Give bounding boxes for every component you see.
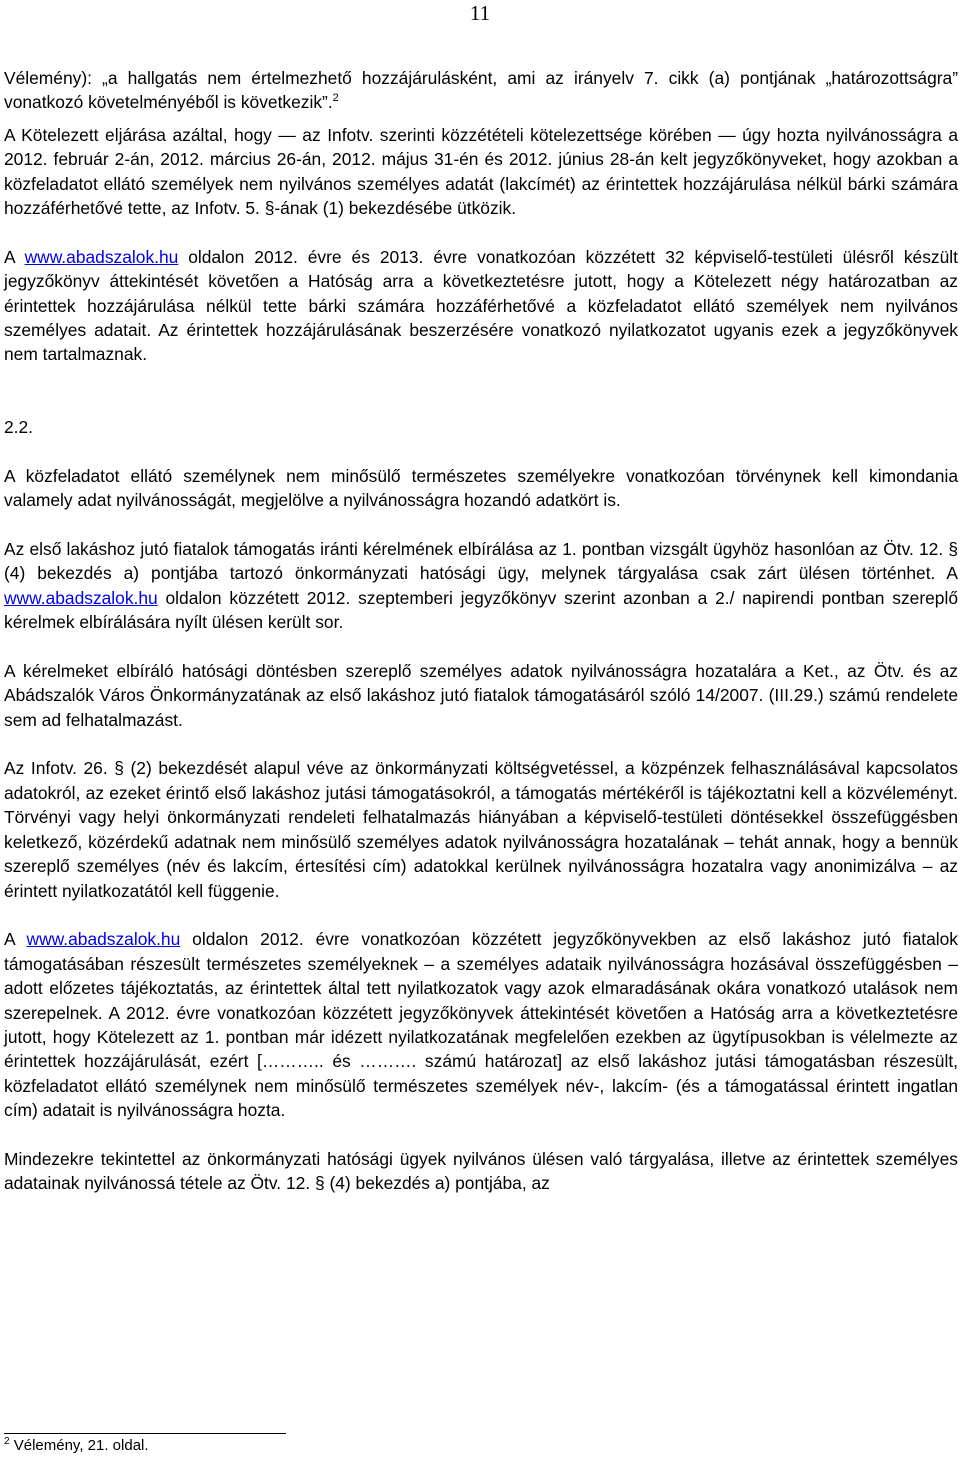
paragraph-text: oldalon 2012. évre és 2013. évre vonatkozóan közzétett 32 képviselő-testületi ülésről készült jegyzőkönyv áttekintését követően a Hatóság arra a következtetésre jutott, hogy a Kötelezett négy határozatban az érintettek hozzájárulása nélkül tette bárki számára hozzáférhetővé a közfeladatot ellátó személyek nem nyilvános személyes adatait. Az érintettek hozzájárulásának beszerzésére vonatkozó nyilatkozatot ugyanis ezek a jegyzőkönyvek nem tartalmaznak. [4, 246, 958, 365]
website-link[interactable] [4, 588, 158, 608]
link-part: hu [158, 246, 179, 267]
footnote [4, 1436, 149, 1456]
link-part: www. [24, 246, 67, 267]
link-part: hu [160, 929, 181, 950]
link-part: abadszalok. [45, 587, 139, 608]
link-part: abadszalok. [66, 246, 159, 267]
link-part: hu [138, 587, 158, 608]
paragraph-text: A [4, 929, 27, 950]
link-part: www. [26, 929, 69, 950]
paragraph-text: Vélemény): „a hallgatás nem értelmezhető hozzájárulásként, ami az irányelv 7. cikk (a) pontjának „határozottságra” vonatkozó követelményéből is következik”. [4, 68, 958, 113]
footnote-reference[interactable]: 2 [332, 92, 339, 105]
paragraph-text: oldalon 2012. évre vonatkozóan közzétett jegyzőkönyvekben az első lakáshoz jutó fiatalok támogatásában részesült természetes személyeknek – a személyes adataik nyilvánosságra hozásával összefüggésben – adott előzetes tájékoztatás, az érintettek által tett nyilatkozatok vagy azok elmaradásának okára vonatkozó utalások nem szerepelnek. A 2012. évre vonatkozóan közzétett jegyzőkönyvek áttekintését követően a Hatóság arra a következtetésre jutott, hogy Kötelezett az 1. pontban már idézett nyilatkozatának megfelelően ezekben az ügytípusokban is vélelmezte az érintettek hozzájárulását, ezért [……….. és ………. számú határozat] az első lakáshoz jutási támogatásban részesült, közfeladatot ellátó személynek nem minősülő természetes személyek név-, lakcím- (és a támogatással érintett ingatlan cím) adatait is nyilvánosságra hozta. [4, 929, 958, 1121]
page-number: 11 [469, 1, 491, 25]
document-body [4, 66, 958, 1196]
footnote-divider [4, 1433, 286, 1434]
paragraph-quote-continuation [4, 66, 958, 115]
paragraph-housing-support [4, 537, 958, 635]
paragraph-finding: A Kötelezett eljárása azáltal, hogy ― az Infotv. szerinti közzétételi kötelezettsége körében ― úgy hozta nyilvánosságra a 2012. február 2-án, 2012. március 26-án, 2012. május 31-én és 2012. június 28-án kelt jegyzőkönyveket, hogy azokban a közfeladatot ellátó személyek nem nyilvános személyes adatát (lakcímét) az érintettek hozzájárulása nélkül bárki számára hozzáférhetővé tette, az Infotv. 5. §-ának (1) bekezdésébe ütközik. [4, 124, 958, 219]
link-part: www. [4, 587, 46, 608]
footnote-number: 2 [4, 1436, 10, 1447]
website-link[interactable] [25, 247, 179, 267]
link-part: abadszalok. [68, 929, 161, 950]
website-link[interactable] [27, 929, 181, 949]
section-heading: 2.2. [4, 416, 34, 437]
paragraph-authorization: A kérelmeket elbíráló hatósági döntésben szereplő személyes adatok nyilvánosságra hozatalára a Ket., az Ötv. és az Abádszalók Város Önkormányzatának az első lakáshoz jutó fiatalok támogatásáról szóló 14/2007. (III.29.) számú rendelete sem ad felhatalmazást. [4, 660, 958, 730]
paragraph-text: Az első lakáshoz jutó fiatalok támogatás iránti kérelmének elbírálása az 1. pontban vizsgált ügyhöz hasonlóan az Ötv. 12. § (4) bekezdés a) pontjába tartozó önkormányzati hatósági ügy, melynek tárgyalása csak zárt ülésen történhet. A [4, 538, 958, 584]
paragraph-legal-principle: A közfeladatot ellátó személynek nem minősülő természetes személyekre vonatkozóan törvénynek kell kimondania valamely adat nyilvánosságát, megjelölve a nyilvánosságra hozandó adatkört is. [4, 465, 958, 511]
footnote-text: Vélemény, 21. oldal. [13, 1437, 149, 1454]
paragraph-infotv: Az Infotv. 26. § (2) bekezdését alapul véve az önkormányzati költségvetéssel, a közpénzek felhasználásával kapcsolatos adatokról, az ezeket érintő első lakáshoz jutási támogatásokról, a támogatás mértékéről is tájékoztatni kell a közvéleményt. Törvényi vagy helyi önkormányzati rendeleti felhatalmazás hiányában a képviselő-testületi döntésekkel összefüggésben keletkező, közérdekű adatnak nem minősülő személyes adatok nyilvánosságra hozatalának – tehát annak, hogy a bennük szereplő személyes (név és lakcím, értesítési cím) adatokkal kerülnek nyilvánosságra hozatalra vagy anonimizálva – az érintett nyilatkozatától kell függenie. [4, 758, 958, 901]
paragraph-text: oldalon közzétett 2012. szeptemberi jegyzőkönyv szerint azonban a 2./ napirendi pontban szereplő kérelmek elbírálására nyílt ülésen került sor. [4, 587, 958, 633]
paragraph-text: A [4, 246, 25, 267]
paragraph-website-review [4, 245, 958, 367]
paragraph-conclusion: Mindezekre tekintettel az önkormányzati hatósági ügyek nyilvános ülésen való tárgyalása, illetve az érintettek személyes adatainak nyilvánossá tétele az Ötv. 12. § (4) bekezdés a) pontjába, az [4, 1148, 958, 1194]
paragraph-minutes-review [4, 927, 958, 1122]
